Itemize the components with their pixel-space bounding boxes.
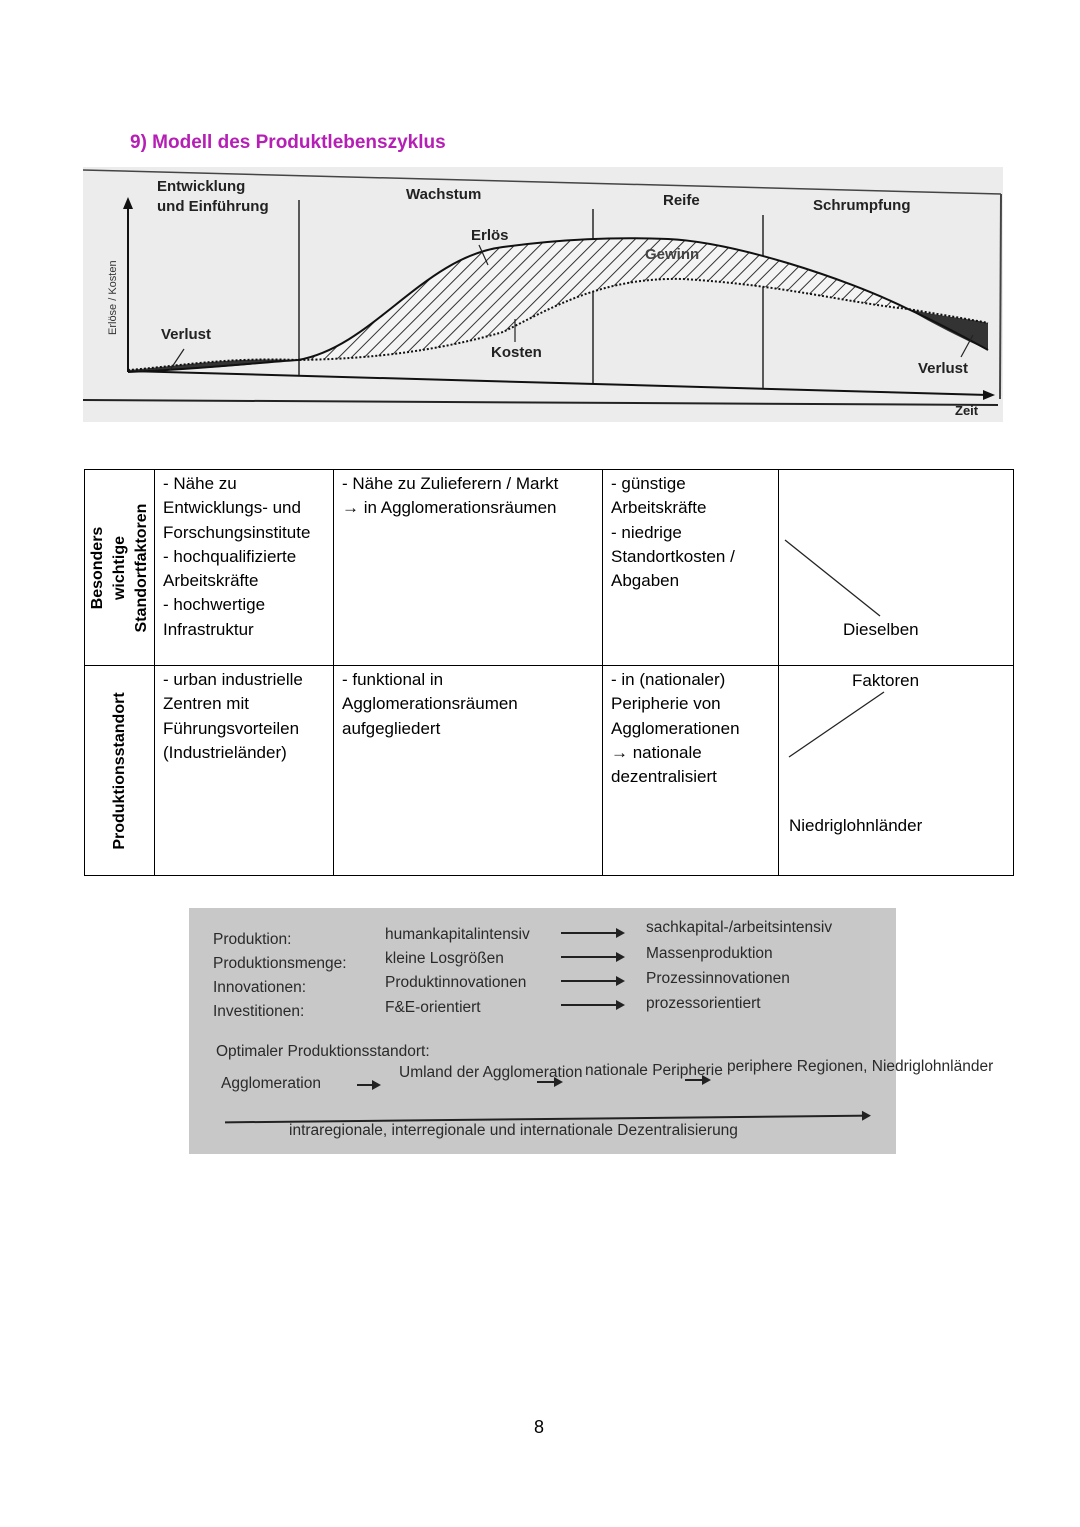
table-cell-low-wage [779,666,1014,876]
same-factors-line-bottom [789,692,884,757]
row-header-factors-text: Besonders wichtige Standortfaktoren [88,503,150,632]
arrow-right-icon [357,1084,379,1086]
label-revenue: Erlös [471,227,509,244]
label-loss-end: Verlust [918,360,969,377]
arrow-right-icon [561,956,623,958]
low-wage-countries: Niedriglohnländer [789,816,923,835]
table-row [85,666,1014,876]
table-cell: - günstige Arbeitskräfte - niedrige Standortkosten / Abgaben [603,470,779,666]
summary-label: Produktion: [213,931,292,948]
phase-maturity: Reife [663,192,700,209]
phase-introduction: Entwicklung und Einführung [157,178,269,215]
table-cell: - urban industrielle Zentren mit Führungsvorteilen (Industrieländer) [155,666,334,876]
summary-from: F&E-orientiert [385,999,481,1016]
table-cell: - in (nationaler) Peripherie von Agglomerationen → nationale dezentralisiert [603,666,779,876]
table-cell: - Nähe zu Zulieferern / Markt → in Agglomerationsräumen [334,470,603,666]
table-row [85,470,1014,666]
decentralisation-label: intraregionale, interregionale und internationale Dezentralisierung [289,1122,738,1139]
summary-label: Innovationen: [213,979,307,996]
page-number: 8 [534,1417,545,1437]
page-title: 9) Modell des Produktlebenszyklus [130,132,446,153]
summary-label: Investitionen: [213,1003,305,1020]
summary-panel [189,908,994,1154]
chain-step-1: Agglomeration [221,1075,321,1092]
summary-to: Prozessinnovationen [646,970,790,987]
summary-from: Produktinnovationen [385,974,527,991]
summary-to: sachkapital-/arbeitsintensiv [646,919,833,936]
arrow-right-icon [561,932,623,934]
life-cycle-diagram [83,167,1003,422]
summary-from: humankapitalintensiv [385,926,530,943]
optimal-location-title: Optimaler Produktionsstandort: [216,1043,430,1060]
label-loss-start: Verlust [161,326,212,343]
arrow-right-icon [537,1081,561,1083]
phase-decline: Schrumpfung [813,197,911,214]
arrow-right-icon [685,1079,709,1081]
row-header-location [85,666,155,876]
label-profit: Gewinn [645,246,700,263]
chain-step-3: nationale Peripherie [585,1062,723,1079]
y-axis-label: Erlöse / Kosten [107,260,119,335]
table-cell: - Nähe zu Entwicklungs- und Forschungsinstitute - hochqualifizierte Arbeitskräfte - hochwertige Infrastruktur [155,470,334,666]
arrow-right-icon [561,980,623,982]
summary-to: prozessorientiert [646,995,761,1012]
chain-step-4: periphere Regionen, Niedriglohnländer [727,1058,994,1075]
same-word-bottom: Faktoren [852,671,920,690]
summary-label: Produktionsmenge: [213,955,347,972]
table-cell: - funktional in Agglomerationsräumen aufgegliedert [334,666,603,876]
chain-step-2: Umland der Agglomeration [399,1064,583,1081]
table-cell-same-factors [779,470,1014,666]
location-factors-table [84,469,1014,876]
summary-from: kleine Losgrößen [385,950,504,967]
same-word-top: Dieselben [843,620,919,639]
same-factors-line-top [785,540,880,616]
label-costs: Kosten [491,344,542,361]
phase-growth: Wachstum [406,186,482,203]
low-wage-lines [779,666,997,871]
summary-to: Massenproduktion [646,945,773,962]
x-axis-label: Zeit [955,403,979,418]
row-header-factors [85,470,155,666]
arrow-right-icon [561,1004,623,1006]
row-header-location-text: Produktionsstandort [110,691,128,850]
frame-right [1000,194,1001,399]
